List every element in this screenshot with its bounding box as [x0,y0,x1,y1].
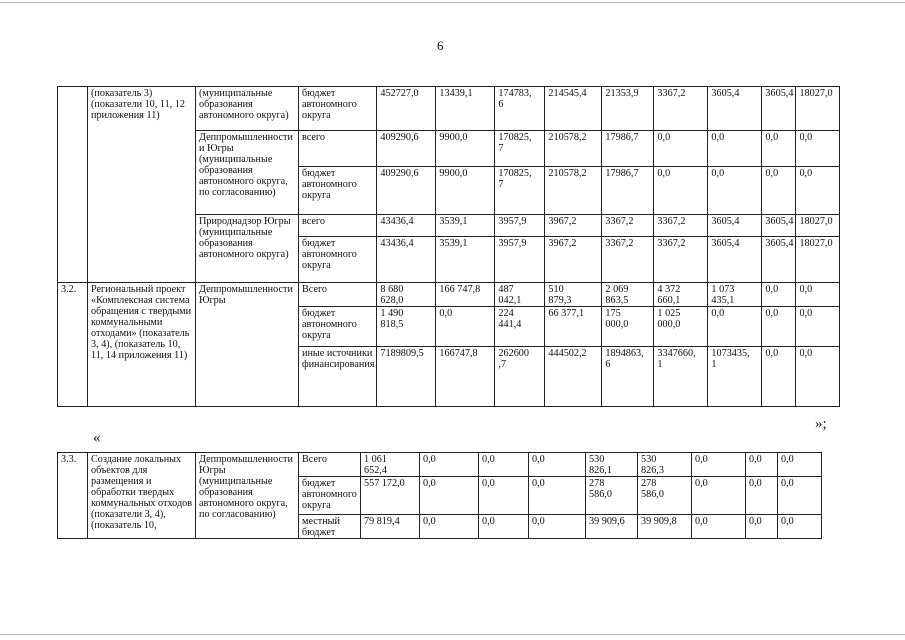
cell-activity: (показатель 3) (показатели 10, 11, 12 приложения 11) [88,87,196,283]
cell-year-2025: 0,0 [762,283,796,307]
table-row [58,453,822,477]
cell-year-2019: 3539,1 [436,215,495,237]
cell-year-2021: 214545,4 [545,87,602,131]
cell-executor: Деппромышленности и Югры (муниципальные образования автономного округа, по согласованию) [196,131,299,215]
cell-year-2022: 3367,2 [602,237,654,283]
cell-item-number: 3.3. [58,453,88,539]
cell-year-2025: 0,0 [762,307,796,347]
cell-year-2024: 1073435, 1 [708,347,762,407]
cell-year-2021: 510 879,3 [545,283,602,307]
cell-year-2021: 210578,2 [545,131,602,167]
cell-year-2022: 17986,7 [602,131,654,167]
cell-year-2021: 3967,2 [545,215,602,237]
cell-years-2026-2030: 0,0 [778,477,822,515]
cell-year-2020: 3957,9 [495,237,545,283]
cell-year-2023: 1 025 000,0 [654,307,708,347]
cell-year-2020: 262600 ,7 [495,347,545,407]
cell-total: 8 680 628,0 [377,283,436,307]
cell-total: 409290,6 [377,131,436,167]
cell-years-2026-2030: 0,0 [796,307,840,347]
closing-quote-mark: »; [815,416,827,432]
cell-year-2023: 3347660, 1 [654,347,708,407]
cell-year-2023: 39 909,8 [638,515,692,539]
cell-item-number: 3.2. [58,283,88,407]
cell-year-2023: 530 826,3 [638,453,692,477]
cell-total: 43436,4 [377,237,436,283]
cell-year-2022: 39 909,6 [586,515,638,539]
budget-table-item-3-3 [57,452,822,539]
cell-year-2024: 0,0 [708,131,762,167]
cell-year-2023: 3367,2 [654,87,708,131]
cell-year-2025: 0,0 [746,515,778,539]
cell-years-2026-2030: 0,0 [778,453,822,477]
cell-executor: Деппромышленности Югры (муниципальные образования автономного округа, по согласованию) [196,453,299,539]
cell-year-2019: 9900,0 [436,131,495,167]
cell-year-2021: 0,0 [529,453,586,477]
cell-year-2024: 3605,4 [708,215,762,237]
cell-total: 1 490 818,5 [377,307,436,347]
cell-years-2026-2030: 0,0 [778,515,822,539]
scan-edge-top [0,2,905,3]
cell-year-2020: 0,0 [479,477,529,515]
cell-total: 79 819,4 [361,515,420,539]
cell-years-2026-2030: 18027,0 [796,215,840,237]
cell-total: 7189809,5 [377,347,436,407]
cell-year-2019: 3539,1 [436,237,495,283]
cell-year-2023: 278 586,0 [638,477,692,515]
cell-year-2024: 0,0 [692,515,746,539]
cell-year-2020: 170825, 7 [495,131,545,167]
cell-year-2025: 0,0 [762,131,796,167]
cell-total: 43436,4 [377,215,436,237]
cell-year-2024: 0,0 [692,477,746,515]
cell-year-2023: 0,0 [654,167,708,215]
budget-table-continued [57,86,840,407]
cell-year-2021: 0,0 [529,515,586,539]
cell-year-2020: 487 042,1 [495,283,545,307]
cell-year-2019: 0,0 [420,515,479,539]
cell-year-2024: 3605,4 [708,87,762,131]
cell-years-2026-2030: 0,0 [796,167,840,215]
cell-year-2019: 0,0 [436,307,495,347]
cell-year-2025: 3605,4 [762,237,796,283]
cell-year-2022: 17986,7 [602,167,654,215]
cell-funding-source: всего [299,131,377,167]
cell-year-2020: 3957,9 [495,215,545,237]
cell-executor: (муниципальные образования автономного округа) [196,87,299,131]
cell-years-2026-2030: 0,0 [796,283,840,307]
cell-years-2026-2030: 18027,0 [796,87,840,131]
cell-year-2024: 0,0 [692,453,746,477]
cell-year-2023: 4 372 660,1 [654,283,708,307]
cell-year-2023: 0,0 [654,131,708,167]
cell-year-2025: 0,0 [746,453,778,477]
cell-year-2025: 0,0 [746,477,778,515]
cell-year-2025: 3605,4 [762,87,796,131]
cell-funding-source: Всего [299,453,361,477]
table-row [58,283,840,307]
cell-funding-source: бюджет автономного округа [299,307,377,347]
cell-year-2024: 3605,4 [708,237,762,283]
cell-year-2020: 174783, 6 [495,87,545,131]
cell-year-2019: 166747,8 [436,347,495,407]
cell-years-2026-2030: 18027,0 [796,237,840,283]
cell-year-2022: 1894863, 6 [602,347,654,407]
cell-activity: Региональный проект «Комплексная система обращения с твердыми коммунальными отходами» (показатель 3, 4), (показатель 10, 11, 14 приложения 11) [88,283,196,407]
cell-year-2025: 3605,4 [762,215,796,237]
cell-year-2021: 210578,2 [545,167,602,215]
cell-year-2022: 2 069 863,5 [602,283,654,307]
cell-executor: Деппромышленности Югры [196,283,299,407]
cell-year-2024: 1 073 435,1 [708,283,762,307]
scan-edge-bottom [0,634,905,635]
cell-year-2019: 13439,1 [436,87,495,131]
cell-activity: Создание локальных объектов для размещения и обработки твердых коммунальных отходов (показатели 3, 4), (показатель 10, [88,453,196,539]
cell-year-2021: 0,0 [529,477,586,515]
cell-year-2020: 170825, 7 [495,167,545,215]
cell-year-2020: 0,0 [479,453,529,477]
cell-year-2021: 66 377,1 [545,307,602,347]
cell-funding-source: иные источники финансирования [299,347,377,407]
cell-year-2023: 3367,2 [654,237,708,283]
cell-funding-source: бюджет автономного округа [299,87,377,131]
opening-quote-mark: « [93,430,101,446]
cell-year-2020: 224 441,4 [495,307,545,347]
cell-year-2025: 0,0 [762,167,796,215]
cell-total: 557 172,0 [361,477,420,515]
cell-year-2024: 0,0 [708,307,762,347]
cell-item-number [58,87,88,283]
cell-year-2022: 21353,9 [602,87,654,131]
cell-year-2019: 166 747,8 [436,283,495,307]
cell-funding-source: бюджет автономного округа [299,477,361,515]
cell-year-2019: 0,0 [420,477,479,515]
cell-year-2024: 0,0 [708,167,762,215]
cell-year-2022: 3367,2 [602,215,654,237]
cell-years-2026-2030: 0,0 [796,347,840,407]
cell-funding-source: местный бюджет [299,515,361,539]
cell-executor: Природнадзор Югры (муниципальные образования автономного округа) [196,215,299,283]
cell-total: 1 061 652,4 [361,453,420,477]
cell-year-2025: 0,0 [762,347,796,407]
cell-year-2021: 3967,2 [545,237,602,283]
cell-year-2019: 0,0 [420,453,479,477]
cell-year-2022: 278 586,0 [586,477,638,515]
cell-funding-source: Всего [299,283,377,307]
cell-year-2020: 0,0 [479,515,529,539]
table-row [58,87,840,131]
cell-total: 409290,6 [377,167,436,215]
cell-year-2022: 175 000,0 [602,307,654,347]
cell-year-2023: 3367,2 [654,215,708,237]
page-number: 6 [437,38,444,53]
cell-funding-source: бюджет автономного округа [299,167,377,215]
cell-total: 452727,0 [377,87,436,131]
cell-year-2019: 9900,0 [436,167,495,215]
cell-year-2021: 444502,2 [545,347,602,407]
cell-year-2022: 530 826,1 [586,453,638,477]
cell-funding-source: бюджет автономного округа [299,237,377,283]
cell-funding-source: всего [299,215,377,237]
cell-years-2026-2030: 0,0 [796,131,840,167]
